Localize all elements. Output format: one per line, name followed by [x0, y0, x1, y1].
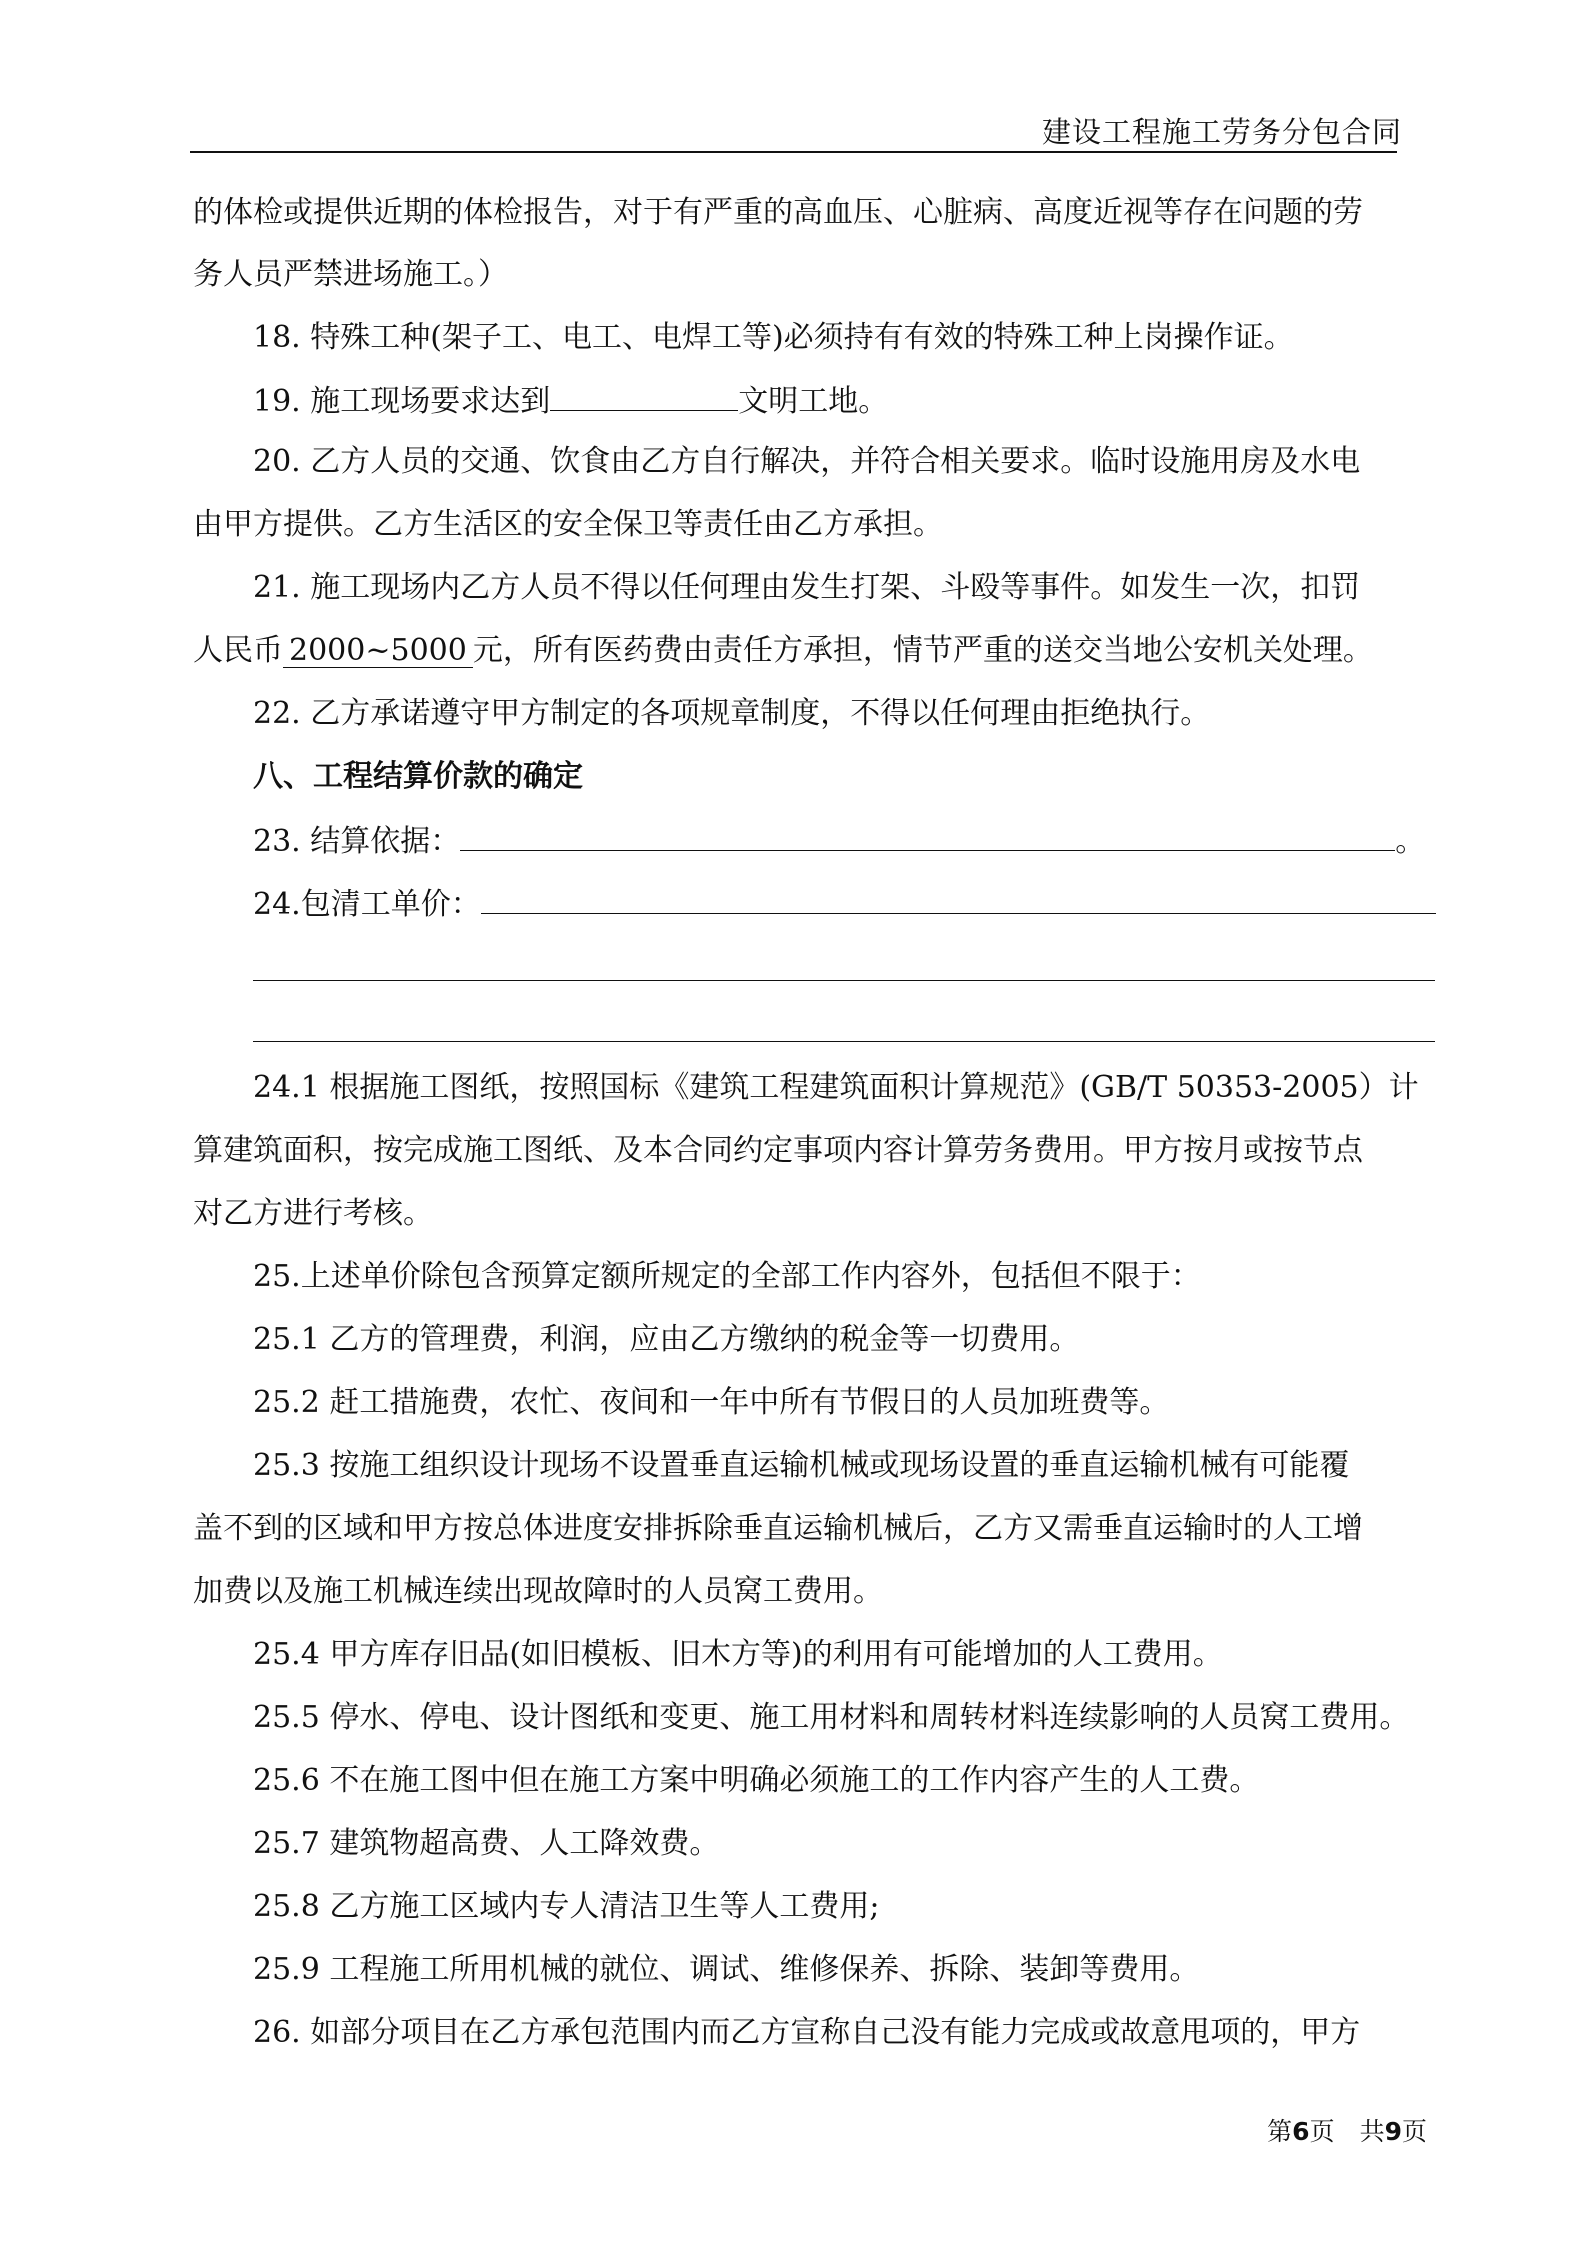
clause-21-suffix: 元，所有医药费由责任方承担，情节严重的送交当地公安机关处理。 [472, 633, 1373, 668]
clause-18: 18. 特殊工种(架子工、电工、电焊工等)必须持有有效的特殊工种上岗操作证。 [253, 320, 1294, 355]
fill-in-blank [460, 820, 1395, 851]
clause-22: 22. 乙方承诺遵守甲方制定的各项规章制度，不得以任何理由拒绝执行。 [253, 696, 1211, 731]
clause-25-2: 25.2 赶工措施费，农忙、夜间和一年中所有节假日的人员加班费等。 [253, 1385, 1170, 1420]
clause-25-5: 25.5 停水、停电、设计图纸和变更、施工用材料和周转材料连续影响的人员窝工费用。 [253, 1700, 1410, 1735]
paragraph-line: 由甲方提供。乙方生活区的安全保卫等责任由乙方承担。 [193, 507, 943, 542]
page-footer [1267, 2112, 1427, 2148]
page-total: 9 [1384, 2117, 1402, 2146]
paragraph-line: 务人员严禁进场施工。） [193, 257, 508, 292]
clause-19-suffix: 文明工地。 [738, 384, 889, 419]
paragraph-line: 盖不到的区域和甲方按总体进度安排拆除垂直运输机械后，乙方又需垂直运输时的人工增 [193, 1511, 1363, 1546]
clause-23 [253, 820, 1425, 862]
paragraph-line: 的体检或提供近期的体检报告，对于有严重的高血压、心脏病、高度近视等存在问题的劳 [193, 195, 1363, 230]
clause-25-8: 25.8 乙方施工区域内专人清洁卫生等人工费用; [253, 1889, 880, 1924]
clause-20: 20. 乙方人员的交通、饮食由乙方自行解决，并符合相关要求。临时设施用房及水电 [253, 444, 1361, 479]
clause-25: 25.上述单价除包含预算定额所规定的全部工作内容外，包括但不限于： [253, 1259, 1201, 1294]
clause-25-6: 25.6 不在施工图中但在施工方案中明确必须施工的工作内容产生的人工费。 [253, 1763, 1260, 1798]
penalty-amount: 2000~5000 [283, 635, 473, 668]
header-rule [190, 151, 1397, 153]
fill-in-line [253, 980, 1435, 981]
clause-24 [253, 883, 1436, 925]
page-number: 6 [1292, 2117, 1310, 2146]
fill-in-line [253, 1041, 1435, 1042]
fill-in-blank [550, 380, 738, 411]
clause-23-end: 。 [1395, 824, 1426, 859]
clause-24-1: 24.1 根据施工图纸，按照国标《建筑工程建筑面积计算规范》(GB/T 50353-2005）计 [253, 1070, 1419, 1105]
clause-25-3: 25.3 按施工组织设计现场不设置垂直运输机械或现场设置的垂直运输机械有可能覆 [253, 1448, 1350, 1483]
clause-19-text: 19. 施工现场要求达到 [253, 384, 551, 419]
fill-in-blank [481, 883, 1436, 914]
paragraph-line [193, 631, 1373, 671]
clause-25-9: 25.9 工程施工所用机械的就位、调试、维修保养、拆除、装卸等费用。 [253, 1952, 1200, 1987]
clause-25-4: 25.4 甲方库存旧品(如旧模板、旧木方等)的利用有可能增加的人工费用。 [253, 1637, 1223, 1672]
clause-23-label: 23. 结算依据： [253, 824, 461, 859]
header-title: 建设工程施工劳务分包合同 [1041, 115, 1402, 149]
footer-prefix: 第 [1267, 2117, 1293, 2146]
section-heading-8: 八、工程结算价款的确定 [253, 759, 583, 794]
clause-21-prefix: 人民币 [193, 633, 283, 668]
clause-21: 21. 施工现场内乙方人员不得以任何理由发生打架、斗殴等事件。如发生一次，扣罚 [253, 570, 1361, 605]
clause-19 [253, 380, 888, 422]
footer-middle: 页 共 [1309, 2117, 1385, 2146]
paragraph-line: 加费以及施工机械连续出现故障时的人员窝工费用。 [193, 1574, 883, 1609]
paragraph-line: 算建筑面积，按完成施工图纸、及本合同约定事项内容计算劳务费用。甲方按月或按节点 [193, 1133, 1363, 1168]
clause-24-label: 24.包清工单价： [253, 887, 481, 922]
paragraph-line: 对乙方进行考核。 [193, 1196, 433, 1231]
clause-25-7: 25.7 建筑物超高费、人工降效费。 [253, 1826, 720, 1861]
clause-26: 26. 如部分项目在乙方承包范围内而乙方宣称自己没有能力完成或故意甩项的，甲方 [253, 2015, 1361, 2050]
footer-suffix: 页 [1401, 2117, 1427, 2146]
clause-25-1: 25.1 乙方的管理费，利润，应由乙方缴纳的税金等一切费用。 [253, 1322, 1080, 1357]
